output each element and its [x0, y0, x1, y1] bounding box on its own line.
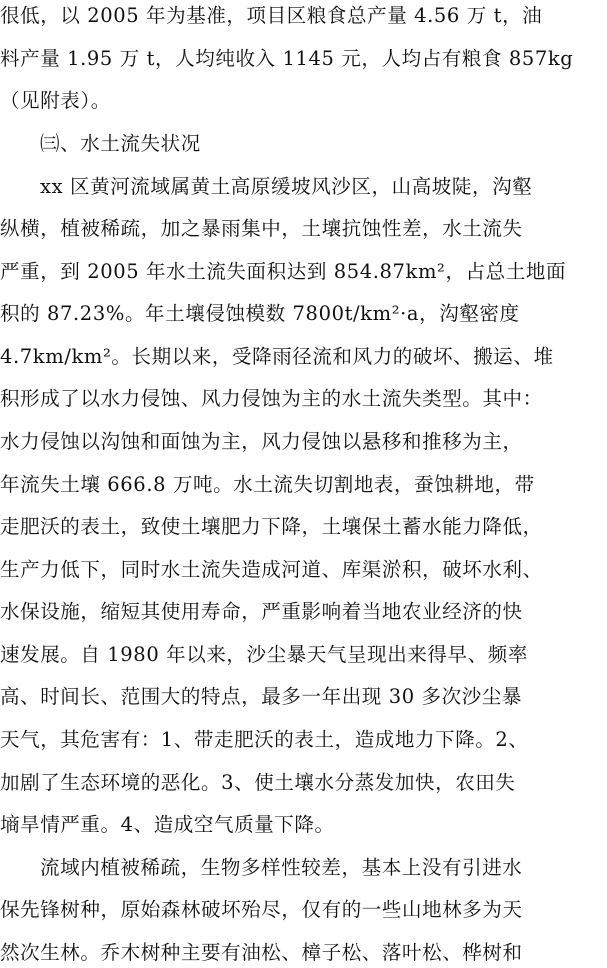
text-line: 严重，到 2005 年水土流失面积达到 854.87km²，占总土地面 — [0, 260, 567, 283]
text-line: 速发展。自 1980 年以来，沙尘暴天气呈现出来得早、频率 — [0, 643, 528, 666]
text-line: 然次生林。乔木树种主要有油松、樟子松、落叶松、桦树和 — [0, 941, 523, 964]
text-line: 流域内植被稀疏，生物多样性较差，基本上没有引进水 — [40, 856, 523, 879]
text-line: 走肥沃的表土，致使土壤肥力下降，土壤保土蓄水能力降低， — [0, 515, 543, 538]
text-line: 加剧了生态环境的恶化。3、使土壤水分蒸发加快，农田失 — [0, 771, 516, 794]
text-line: 积的 87.23%。年土壤侵蚀模数 7800t/km²·a，沟壑密度 — [0, 302, 520, 325]
text-line: 很低，以 2005 年为基准，项目区粮食总产量 4.56 万 t，油 — [0, 4, 543, 27]
text-line: 水保设施，缩短其使用寿命，严重影响着当地农业经济的快 — [0, 600, 523, 623]
text-line: xx 区黄河流域属黄土高原缓坡风沙区，山高坡陡，沟壑 — [40, 175, 533, 198]
text-line: 水力侵蚀以沟蚀和面蚀为主，风力侵蚀以悬移和推移为主， — [0, 430, 523, 453]
text-line: 保先锋树种，原始森林破坏殆尽，仅有的一些山地林多为天 — [0, 898, 523, 921]
text-line: （见附表）。 — [0, 89, 111, 112]
text-line: 天气，其危害有：1、带走肥沃的表土，造成地力下降。2、 — [0, 728, 529, 751]
text-line: 墒旱情严重。4、造成空气质量下降。 — [0, 813, 335, 836]
text-line: 纵横，植被稀疏，加之暴雨集中，土壤抗蚀性差，水土流失 — [0, 217, 523, 240]
text-line: 年流失土壤 666.8 万吨。水土流失切割地表，蚕蚀耕地，带 — [0, 473, 535, 496]
text-line: 积形成了以水力侵蚀、风力侵蚀为主的水土流失类型。其中： — [0, 387, 543, 410]
text-line: 高、时间长、范围大的特点，最多一年出现 30 多次沙尘暴 — [0, 685, 523, 708]
section-heading: ㈢、水土流失状况 — [40, 132, 201, 155]
text-line: 4.7km/km²。长期以来，受降雨径流和风力的破坏、搬运、堆 — [0, 345, 554, 368]
text-line: 料产量 1.95 万 t，人均纯收入 1145 元，人均占有粮食 857kg — [0, 47, 574, 70]
text-line: 生产力低下，同时水土流失造成河道、库渠淤积，破坏水利、 — [0, 558, 543, 581]
